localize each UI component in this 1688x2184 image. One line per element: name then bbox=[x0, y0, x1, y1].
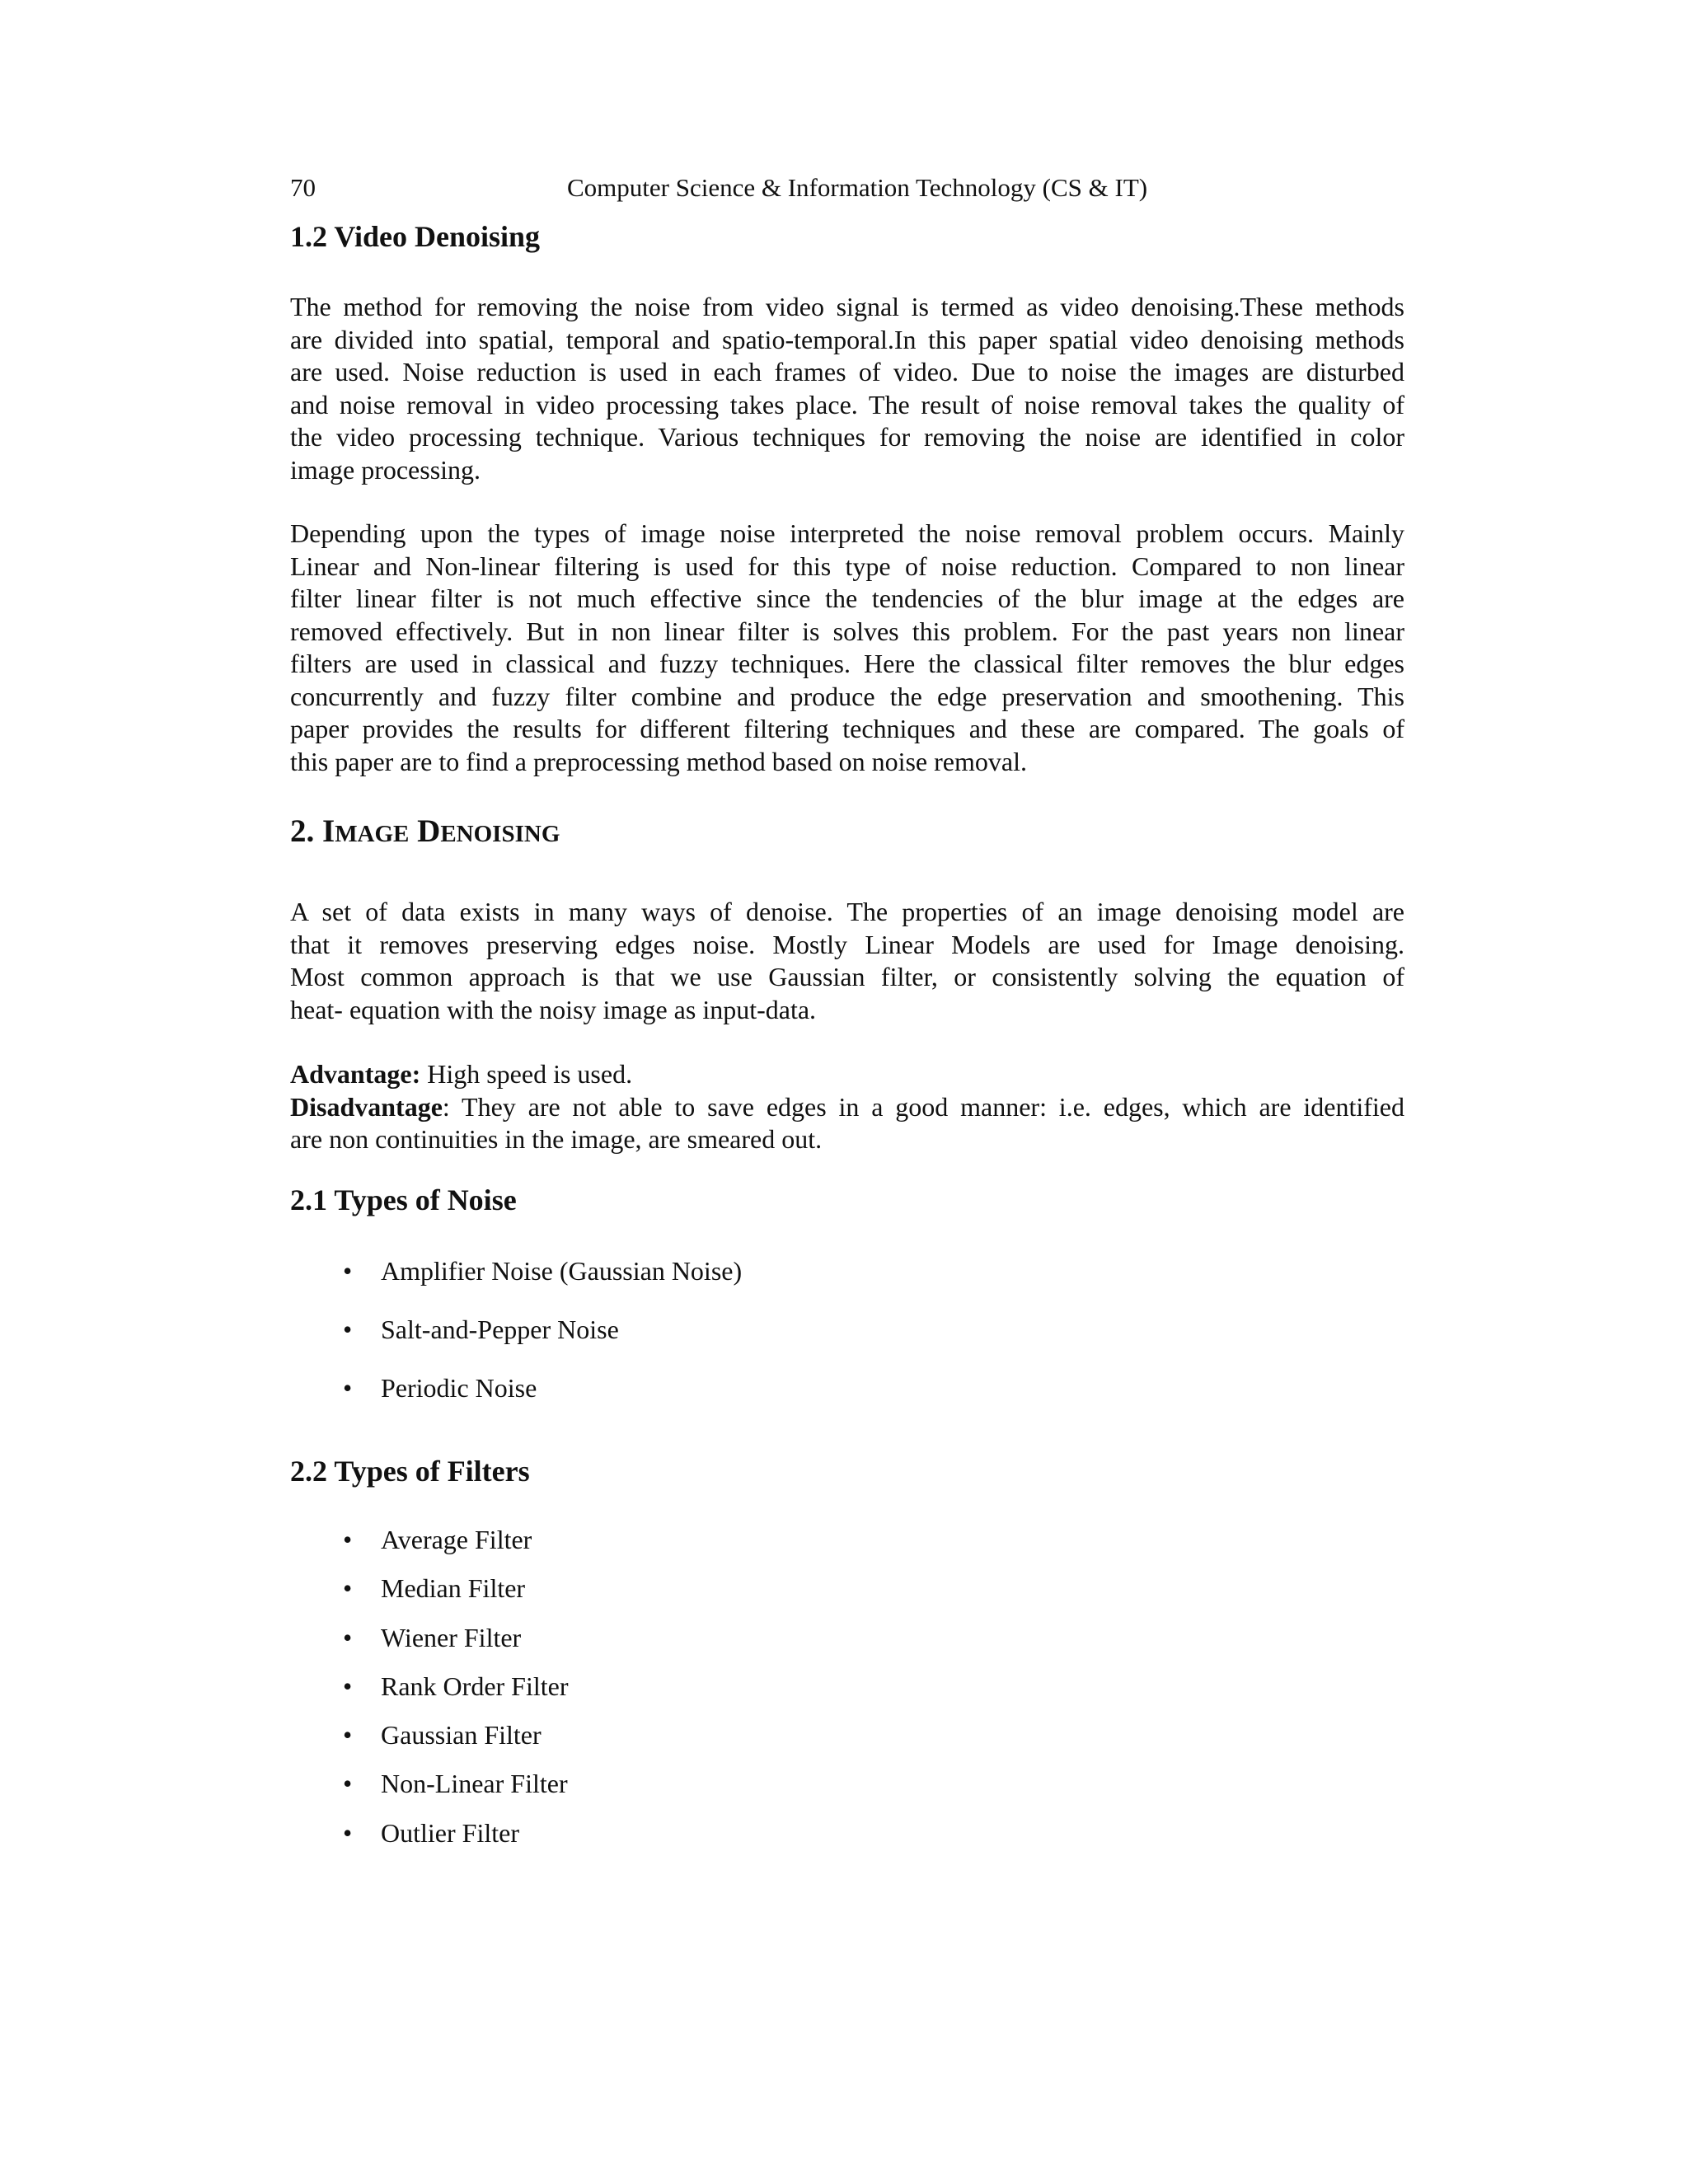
text-line: Linear and Non-linear filtering is used for this type of noise reduction. Compared to non linear bbox=[290, 551, 1404, 581]
section-heading-video-denoising: 1.2 Video Denoising bbox=[290, 220, 541, 253]
text-line: Most common approach is that we use Gaussian filter, or consistently solving the equation of bbox=[290, 962, 1404, 991]
advantage-label: Advantage: bbox=[290, 1059, 421, 1089]
bullet-icon: • bbox=[343, 1256, 353, 1286]
advantage-line bbox=[290, 1058, 1404, 1091]
section-heading-types-of-noise: 2.1 Types of Noise bbox=[290, 1183, 517, 1216]
page-number: 70 bbox=[290, 173, 316, 202]
heading-number: 2. bbox=[290, 813, 322, 849]
bullet-icon: • bbox=[343, 1573, 353, 1604]
list-item bbox=[290, 1717, 569, 1765]
filter-types-list bbox=[290, 1521, 569, 1863]
advantage-text: High speed is used. bbox=[420, 1059, 633, 1089]
bullet-icon: • bbox=[343, 1315, 353, 1344]
list-item-text: Rank Order Filter bbox=[381, 1671, 569, 1701]
list-item-text: Gaussian Filter bbox=[381, 1720, 542, 1750]
noise-types-list bbox=[290, 1253, 742, 1428]
text-line: heat- equation with the noisy image as input-data. bbox=[290, 994, 817, 1024]
text-line: paper provides the results for different filtering techniques and these are compared. The goals of bbox=[290, 714, 1404, 743]
list-item-text: Amplifier Noise (Gaussian Noise) bbox=[381, 1256, 743, 1286]
text-line: filter linear filter is not much effective since the tendencies of the blur image at the edges are bbox=[290, 583, 1404, 613]
list-item-text: Salt-and-Pepper Noise bbox=[381, 1315, 619, 1344]
advantages-block bbox=[290, 1058, 1404, 1156]
disadvantage-label: Disadvantage bbox=[290, 1091, 443, 1122]
list-item-text: Median Filter bbox=[381, 1573, 526, 1604]
text-line: the video processing technique. Various techniques for removing the noise are identified in color bbox=[290, 422, 1404, 452]
bullet-icon: • bbox=[343, 1671, 353, 1701]
paragraph-video-denoising-1 bbox=[290, 291, 1404, 486]
list-item bbox=[290, 1619, 569, 1668]
text-line: are non continuities in the image, are smeared out. bbox=[290, 1124, 823, 1154]
text-line: removed effectively. But in non linear filter is solves this problem. For the past years non linear bbox=[290, 616, 1404, 646]
bullet-icon: • bbox=[343, 1622, 353, 1652]
text-line: Depending upon the types of image noise interpreted the noise removal problem occurs. Mainly bbox=[290, 518, 1404, 548]
text-line: are divided into spatial, temporal and spatio-temporal.In this paper spatial video denoising methods bbox=[290, 324, 1404, 354]
list-item-text: Non-Linear Filter bbox=[381, 1769, 568, 1799]
list-item bbox=[290, 1370, 742, 1428]
section-heading-types-of-filters: 2.2 Types of Filters bbox=[290, 1455, 530, 1488]
text-line: filters are used in classical and fuzzy techniques. Here the classical filter removes the blur edges bbox=[290, 649, 1404, 678]
paragraph-image-denoising bbox=[290, 896, 1404, 1026]
text-line: this paper are to find a preprocessing method based on noise removal. bbox=[290, 746, 1027, 776]
bullet-icon: • bbox=[343, 1720, 353, 1750]
page-header bbox=[290, 170, 1404, 206]
text-line: concurrently and fuzzy filter combine and produce the edge preservation and smoothening. This bbox=[290, 681, 1404, 711]
disadvantage-text: : They are not able to save edges in a good manner: i.e. edges, which are identified bbox=[442, 1091, 1404, 1122]
text-line: are used. Noise reduction is used in each frames of video. Due to noise the images are disturbed bbox=[290, 357, 1404, 387]
list-item bbox=[290, 1765, 569, 1814]
bullet-icon: • bbox=[343, 1769, 353, 1799]
list-item bbox=[290, 1253, 742, 1311]
bullet-icon: • bbox=[343, 1817, 353, 1848]
text-line: that it removes preserving edges noise. Mostly Linear Models are used for Image denoising. bbox=[290, 929, 1404, 959]
running-title: Computer Science & Information Technology (CS & IT) bbox=[567, 173, 1148, 202]
text-line: A set of data exists in many ways of denoise. The properties of an image denoising model are bbox=[290, 897, 1404, 926]
list-item-text: Average Filter bbox=[381, 1525, 532, 1554]
paragraph-video-denoising-2 bbox=[290, 518, 1404, 778]
bullet-icon: • bbox=[343, 1525, 353, 1554]
heading-initial: I bbox=[322, 813, 335, 849]
list-item bbox=[290, 1815, 569, 1863]
text-line: image processing. bbox=[290, 454, 481, 485]
heading-smallcaps: MAGE bbox=[335, 821, 410, 847]
list-item bbox=[290, 1311, 742, 1370]
section-heading-image-denoising bbox=[290, 810, 560, 855]
list-item-text: Periodic Noise bbox=[381, 1373, 537, 1403]
heading-smallcaps: ENOISING bbox=[440, 821, 560, 847]
heading-initial: D bbox=[417, 813, 441, 849]
list-item-text: Outlier Filter bbox=[381, 1817, 519, 1848]
list-item-text: Wiener Filter bbox=[381, 1622, 522, 1652]
list-item bbox=[290, 1570, 569, 1619]
text-line: The method for removing the noise from video signal is termed as video denoising.These methods bbox=[290, 292, 1404, 321]
list-item bbox=[290, 1521, 569, 1570]
text-line: and noise removal in video processing takes place. The result of noise removal takes the quality of bbox=[290, 389, 1404, 419]
list-item bbox=[290, 1668, 569, 1717]
disadvantage-line bbox=[290, 1091, 1404, 1124]
bullet-icon: • bbox=[343, 1373, 353, 1403]
